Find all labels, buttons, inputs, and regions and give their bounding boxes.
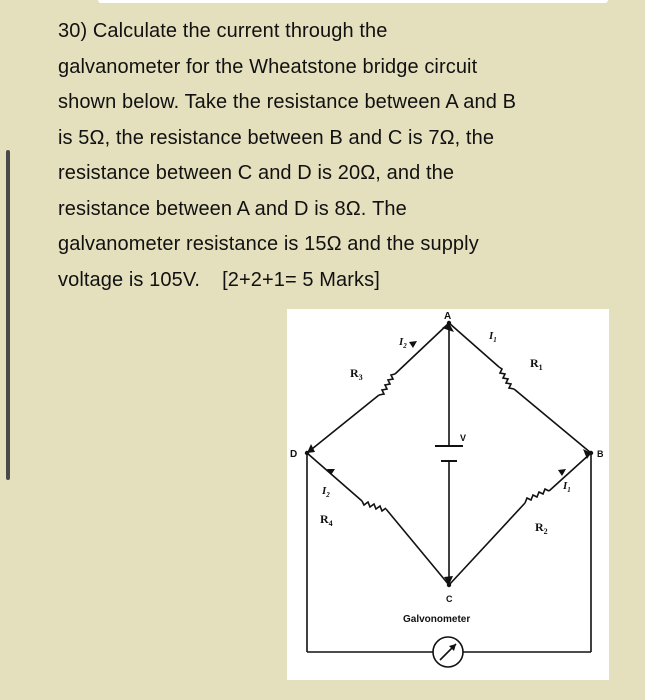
question-line-3: shown below. Take the resistance between A and B (58, 91, 517, 113)
arrow-i2-top (409, 341, 417, 348)
node-c-dot (447, 583, 451, 587)
source-label-v: V (460, 433, 467, 443)
resistor-label-r4: $R_4$ (320, 512, 333, 528)
question-text (58, 14, 628, 298)
question-line-8 (58, 263, 628, 299)
resistor-label-r1: $R_1$ (530, 356, 543, 372)
wire-a-b-lower (514, 389, 591, 453)
resistor-r1 (499, 367, 514, 389)
scrollbar[interactable] (6, 150, 10, 480)
question-line-1: 30) Calculate the current through the (58, 20, 388, 42)
current-label-i2-top: $I_2$ (399, 336, 407, 350)
node-d-dot (305, 451, 309, 455)
node-b-dot (589, 451, 593, 455)
resistor-r3 (379, 374, 395, 395)
wire-a-d-lower (307, 395, 379, 453)
current-label-i1-bottom: $I_1$ (563, 480, 571, 494)
circuit-svg (287, 309, 609, 680)
node-label-d: D (290, 449, 298, 460)
node-label-c: C (446, 594, 453, 604)
question-line-7: galvanometer resistance is 15Ω and the supply (58, 233, 479, 255)
marks-label: [2+2+1= 5 Marks] (222, 268, 380, 291)
current-label-i2-bottom: $I_2$ (322, 485, 330, 499)
resistor-label-r3: $R_3$ (350, 366, 363, 382)
current-label-i1-top: $I_1$ (489, 330, 497, 344)
node-label-b: B (597, 449, 604, 459)
wire-b-c-lower (449, 503, 525, 585)
question-line-8-text: voltage is 105V. (58, 268, 201, 291)
question-line-6: resistance between A and D is 8Ω. The (58, 197, 407, 220)
wire-d-c-upper (307, 453, 362, 501)
wheatstone-bridge-diagram (287, 309, 609, 680)
node-label-a: A (444, 311, 452, 322)
question-line-4: is 5Ω, the resistance between B and C is 7Ω, the (58, 126, 495, 149)
arrow-i1-bottom (558, 469, 566, 476)
wire-d-c-lower (386, 509, 449, 585)
resistor-r2 (525, 489, 549, 503)
question-line-2: galvanometer for the Wheatstone bridge circuit (58, 55, 478, 78)
top-divider (98, 0, 608, 3)
question-line-5: resistance between C and D is 20Ω, and the (58, 162, 455, 184)
galvanometer-label: Galvonometer (403, 614, 471, 625)
resistor-r4 (362, 501, 386, 511)
resistor-label-r2: $R_2$ (535, 520, 548, 536)
